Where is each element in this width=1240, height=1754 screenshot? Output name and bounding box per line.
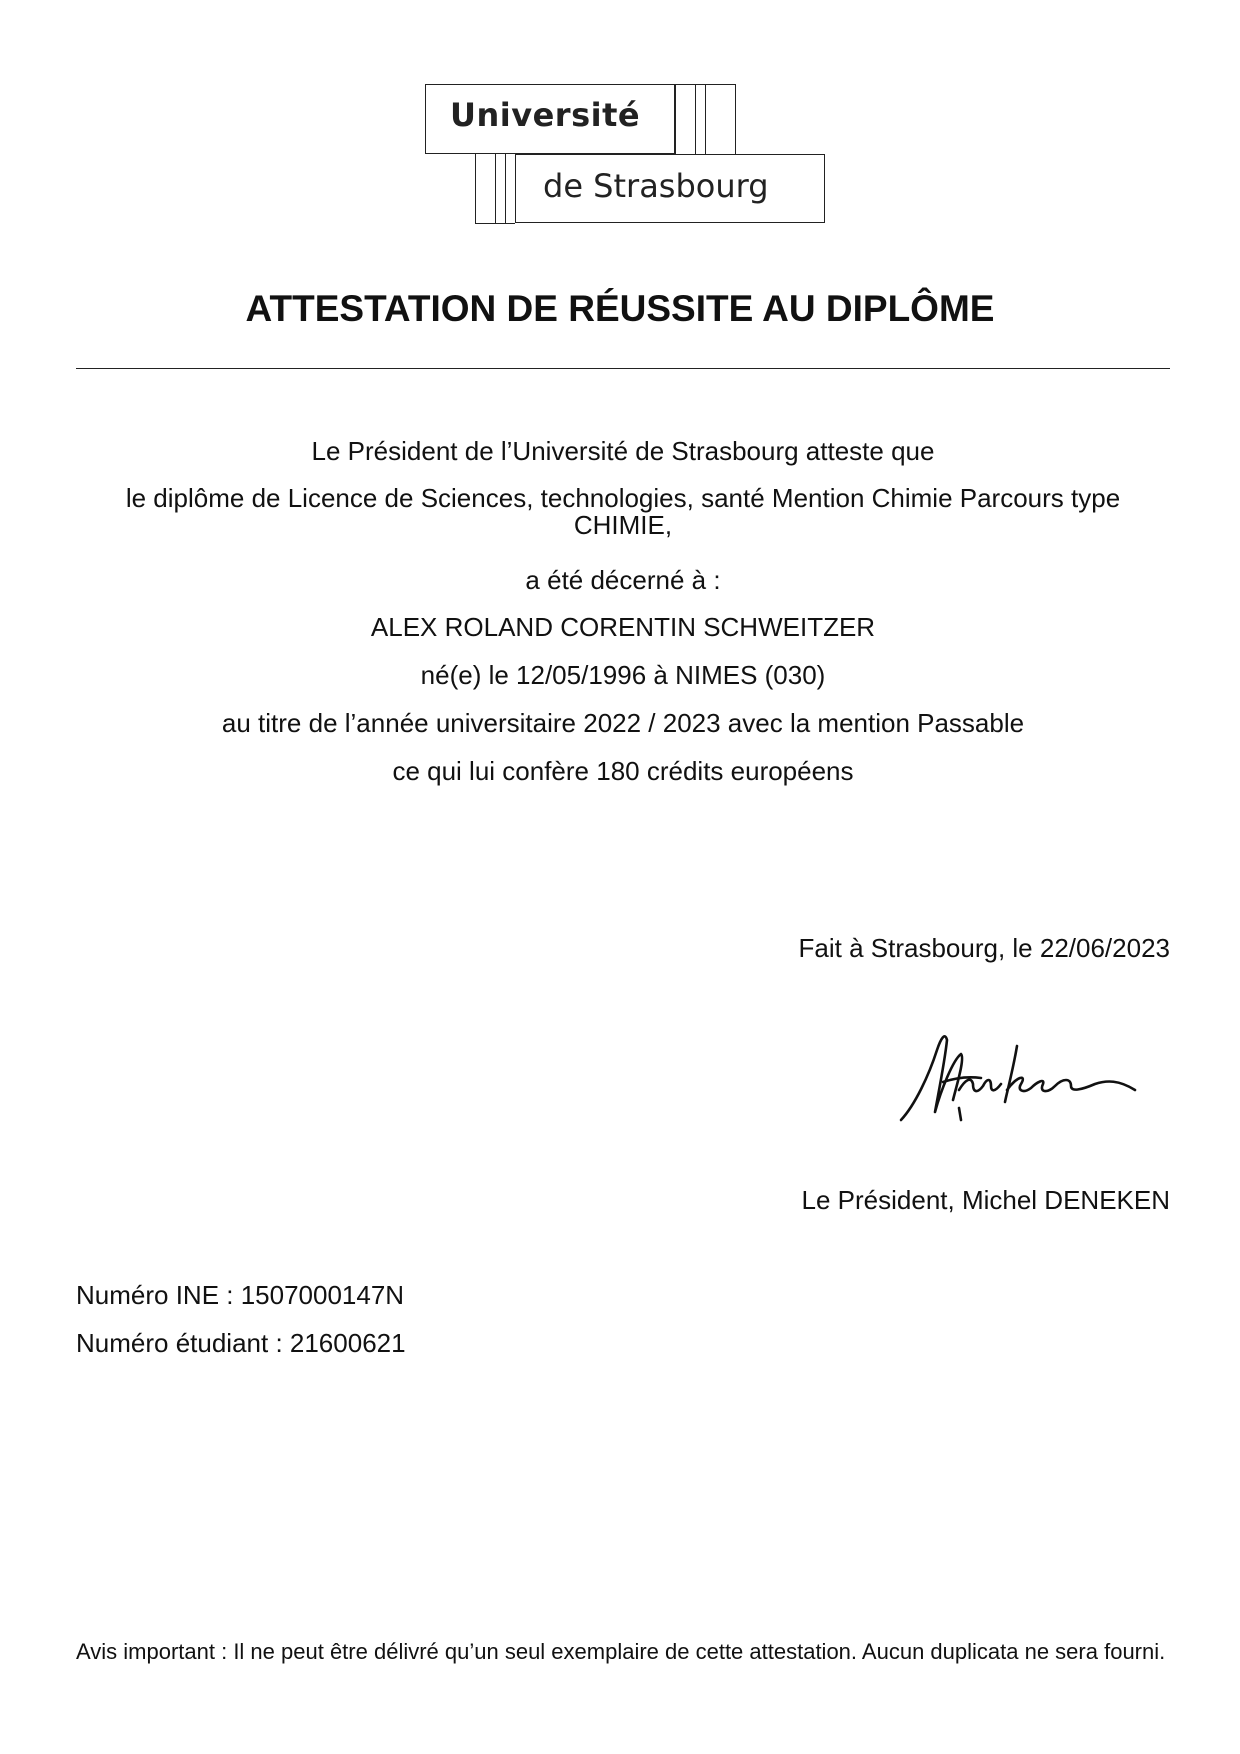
president-signature [895,1020,1145,1135]
recipient-name: ALEX ROLAND CORENTIN SCHWEITZER [370,612,876,642]
place-date: Fait à Strasbourg, le 22/06/2023 [798,933,1170,963]
title-divider [76,368,1170,369]
logo-word-strasbourg: de Strasbourg [543,167,769,205]
document-title: ATTESTATION DE RÉUSSITE AU DIPLÔME [245,288,995,329]
academic-year-line: au titre de l’année universitaire 2022 / 2023 avec la mention Passable [221,708,1025,738]
birth-line: né(e) le 12/05/1996 à NIMES (030) [420,660,826,690]
diploma-line: le diplôme de Licence de Sciences, technologies, santé Mention Chimie Parcours type CHIMIE, [125,483,1121,540]
intro-line: Le Président de l’Université de Strasbourg atteste que [311,436,935,466]
signatory: Le Président, Michel DENEKEN [801,1185,1170,1215]
logo-word-universite: Université [450,96,641,134]
student-number: Numéro étudiant : 21600621 [76,1328,406,1358]
university-logo [425,84,825,224]
credits-line: ce qui lui confère 180 crédits européens [392,756,854,786]
important-notice: Avis important : Il ne peut être délivré qu’un seul exemplaire de cette attestation. Aucun duplicata ne sera fourni. [76,1639,1166,1664]
awarded-line: a été décerné à : [525,565,721,595]
ine-number: Numéro INE : 1507000147N [76,1280,405,1310]
signature-lettering: MDeneken [895,1020,900,1021]
